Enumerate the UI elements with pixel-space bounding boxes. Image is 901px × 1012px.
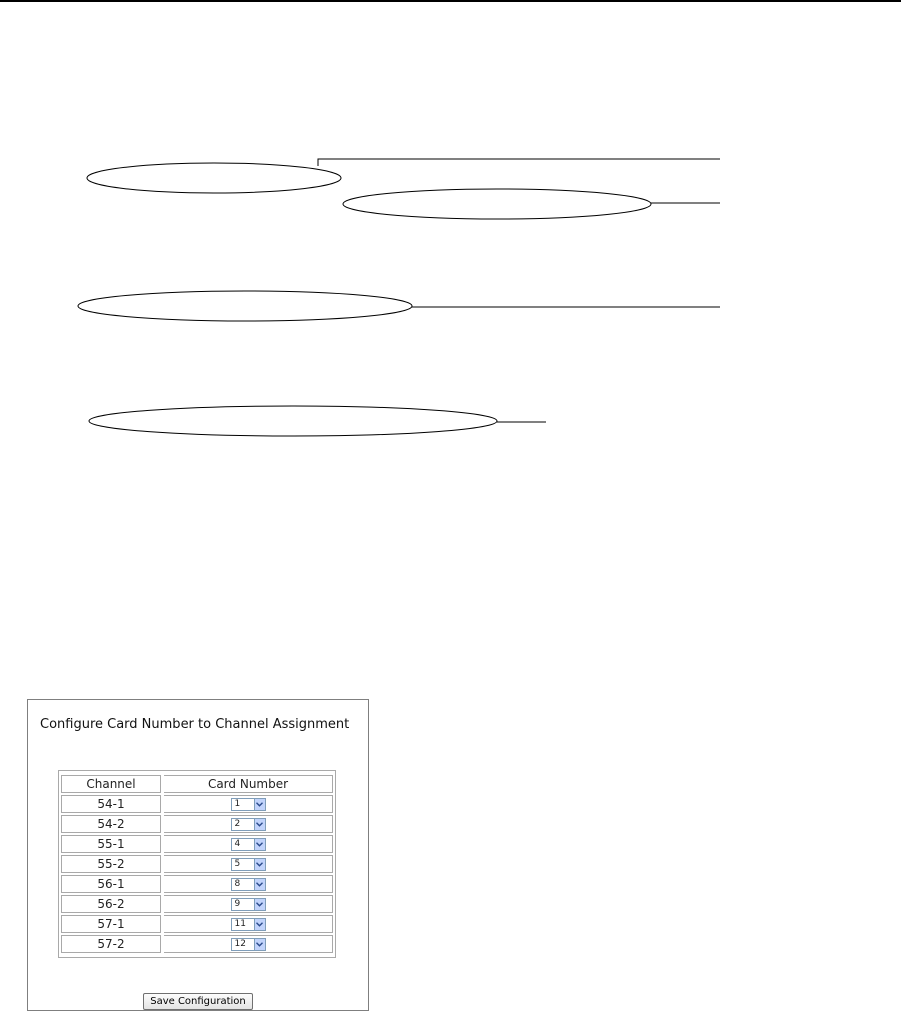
card-number-cell	[164, 855, 333, 873]
channel-cell: 55-1	[61, 835, 161, 853]
table-row	[61, 795, 333, 813]
card-number-cell	[164, 915, 333, 933]
card-number-value: 1	[234, 799, 241, 809]
card-number-value: 4	[234, 839, 241, 849]
callout-ellipse-2	[343, 189, 651, 219]
callout-leader-1	[318, 159, 720, 166]
table-row	[61, 855, 333, 873]
chevron-down-icon[interactable]	[254, 799, 265, 810]
card-number-select[interactable]	[231, 818, 266, 831]
card-number-cell	[164, 875, 333, 893]
card-number-value: 2	[234, 819, 241, 829]
chevron-down-icon[interactable]	[254, 919, 265, 930]
chevron-down-icon[interactable]	[254, 879, 265, 890]
card-number-value: 8	[234, 879, 241, 889]
chevron-down-icon[interactable]	[254, 839, 265, 850]
card-number-cell	[164, 935, 333, 953]
table-row	[61, 815, 333, 833]
card-number-value: 5	[234, 859, 241, 869]
card-number-value: 11	[234, 919, 246, 929]
channel-cell: 56-2	[61, 895, 161, 913]
card-number-select[interactable]	[231, 938, 266, 951]
card-number-select[interactable]	[231, 918, 266, 931]
channel-cell: 56-1	[61, 875, 161, 893]
table-header-row	[61, 775, 333, 793]
card-number-value: 12	[234, 939, 246, 949]
channel-cell: 55-2	[61, 855, 161, 873]
table-row	[61, 835, 333, 853]
channel-cell: 57-2	[61, 935, 161, 953]
table-row	[61, 875, 333, 893]
column-header-channel: Channel	[61, 775, 161, 793]
card-number-cell	[164, 835, 333, 853]
panel-title: Configure Card Number to Channel Assignment	[40, 717, 350, 732]
card-number-cell	[164, 895, 333, 913]
channel-cell: 57-1	[61, 915, 161, 933]
chevron-down-icon[interactable]	[254, 859, 265, 870]
card-channel-config-panel	[27, 699, 369, 1011]
save-configuration-button[interactable]: Save Configuration	[143, 993, 253, 1010]
table-row	[61, 935, 333, 953]
card-number-select[interactable]	[231, 858, 266, 871]
callout-ellipse-3	[78, 291, 412, 321]
chevron-down-icon[interactable]	[254, 819, 265, 830]
card-number-select[interactable]	[231, 838, 266, 851]
channel-assignment-table	[58, 770, 336, 958]
column-header-card-number: Card Number	[164, 775, 333, 793]
card-number-value: 9	[234, 899, 241, 909]
card-number-cell	[164, 795, 333, 813]
channel-cell: 54-1	[61, 795, 161, 813]
chevron-down-icon[interactable]	[254, 899, 265, 910]
callout-diagram	[0, 0, 901, 460]
card-number-select[interactable]	[231, 798, 266, 811]
table-row	[61, 915, 333, 933]
channel-cell: 54-2	[61, 815, 161, 833]
card-number-select[interactable]	[231, 878, 266, 891]
callout-ellipse-1	[87, 163, 341, 193]
table-row	[61, 895, 333, 913]
chevron-down-icon[interactable]	[254, 939, 265, 950]
callout-ellipse-4	[89, 406, 497, 436]
card-number-select[interactable]	[231, 898, 266, 911]
card-number-cell	[164, 815, 333, 833]
